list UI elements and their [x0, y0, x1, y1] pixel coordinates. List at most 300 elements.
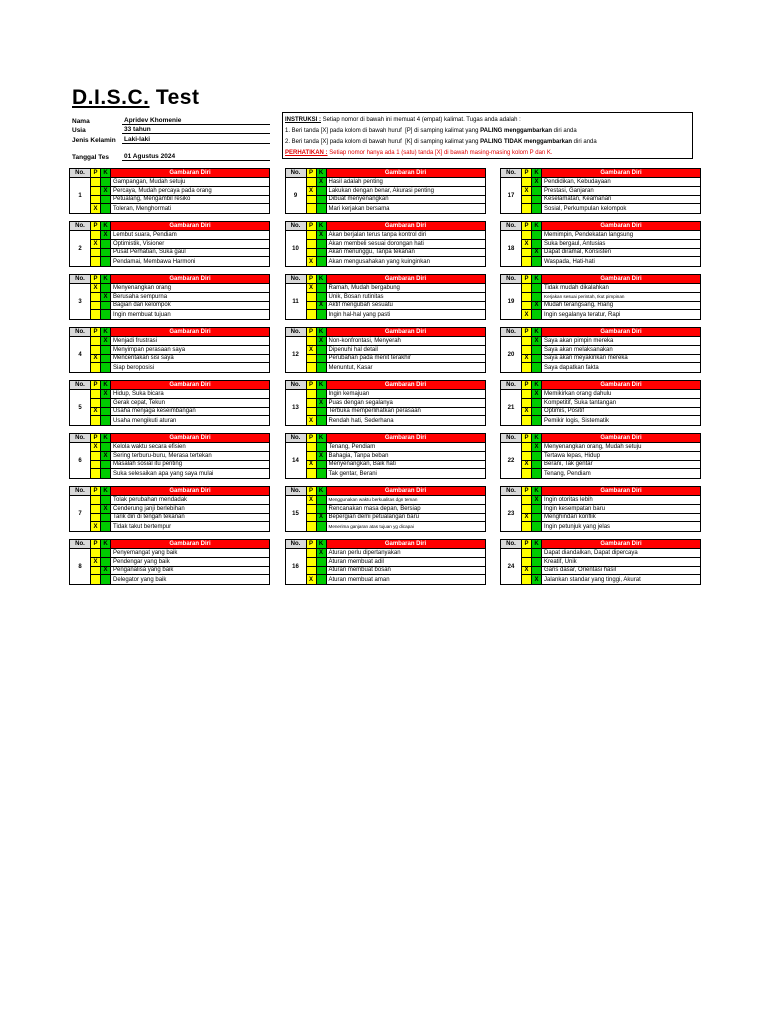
- k-checkbox[interactable]: X: [101, 231, 111, 240]
- k-checkbox[interactable]: [317, 249, 327, 258]
- p-checkbox[interactable]: [522, 257, 532, 266]
- statement-text: Memikirkan orang dahulu: [542, 390, 700, 399]
- header-no: No.: [501, 222, 522, 231]
- p-checkbox[interactable]: [522, 178, 532, 187]
- p-checkbox[interactable]: [91, 187, 101, 196]
- k-checkbox[interactable]: X: [101, 337, 111, 346]
- p-checkbox[interactable]: [307, 399, 317, 408]
- k-checkbox[interactable]: [101, 522, 111, 531]
- k-checkbox[interactable]: [317, 187, 327, 196]
- p-checkbox[interactable]: [522, 204, 532, 213]
- p-checkbox[interactable]: [91, 575, 101, 584]
- p-checkbox[interactable]: [307, 204, 317, 213]
- p-checkbox[interactable]: X: [307, 575, 317, 584]
- statement-text: Menerima ganjaran atas tujuan yg dicapai: [328, 524, 414, 530]
- k-checkbox[interactable]: [317, 558, 327, 567]
- p-checkbox[interactable]: X: [522, 514, 532, 523]
- question-block: [500, 221, 701, 267]
- question-block: [500, 486, 701, 532]
- statement-text: Pendengar yang baik: [111, 558, 269, 567]
- k-checkbox[interactable]: [101, 363, 111, 372]
- header-gambaran-diri: Gambaran Diri: [327, 434, 485, 443]
- k-checkbox[interactable]: [101, 257, 111, 266]
- p-checkbox[interactable]: [91, 549, 101, 558]
- statement-text: Dapat diramal, Konsisten: [542, 249, 700, 258]
- question-number: 10: [286, 231, 307, 266]
- k-checkbox[interactable]: [317, 240, 327, 249]
- instruction-text: diri anda: [552, 127, 577, 134]
- statement-text: Bagian dari kelompok: [111, 302, 269, 311]
- k-checkbox[interactable]: [317, 284, 327, 293]
- statement-text: Gerak cepat, Tekun: [111, 399, 269, 408]
- header-no: No.: [286, 487, 307, 496]
- p-checkbox[interactable]: [522, 284, 532, 293]
- p-checkbox[interactable]: [307, 249, 317, 258]
- p-checkbox[interactable]: [522, 390, 532, 399]
- question-number: 2: [70, 231, 91, 266]
- k-checkbox[interactable]: X: [532, 302, 542, 311]
- header-gambaran-diri: Gambaran Diri: [111, 434, 269, 443]
- k-checkbox[interactable]: [101, 575, 111, 584]
- question-block: [285, 486, 486, 532]
- instruction-emphasis: PALING menggambarkan: [480, 127, 553, 134]
- statement-text: Siap beroposisi: [113, 364, 155, 371]
- p-checkbox[interactable]: X: [522, 461, 532, 470]
- statement-text: Jalankan standar yang tinggi, Akurat: [544, 576, 641, 583]
- info-row-age: [70, 125, 270, 135]
- k-checkbox[interactable]: [317, 390, 327, 399]
- k-checkbox[interactable]: [532, 310, 542, 319]
- p-checkbox[interactable]: [522, 575, 532, 584]
- statement-text: Petualang, Mengambil resiko: [111, 196, 269, 205]
- k-checkbox[interactable]: [101, 284, 111, 293]
- statement-text: Aktif mengubah sesuatu: [327, 302, 485, 311]
- k-checkbox[interactable]: [317, 363, 327, 372]
- k-checkbox[interactable]: X: [317, 549, 327, 558]
- p-checkbox[interactable]: [522, 496, 532, 505]
- k-checkbox[interactable]: [317, 505, 327, 514]
- instruction-line: [285, 114, 690, 125]
- header-k: K: [317, 381, 327, 390]
- k-checkbox[interactable]: [317, 408, 327, 417]
- p-checkbox[interactable]: [91, 496, 101, 505]
- p-checkbox[interactable]: [522, 346, 532, 355]
- p-checkbox[interactable]: [307, 196, 317, 205]
- p-checkbox[interactable]: X: [522, 355, 532, 364]
- p-checkbox[interactable]: X: [91, 443, 101, 452]
- k-checkbox[interactable]: [532, 399, 542, 408]
- p-checkbox[interactable]: [307, 231, 317, 240]
- k-checkbox[interactable]: [101, 310, 111, 319]
- p-checkbox[interactable]: [522, 249, 532, 258]
- statement-text: Pusat Perhatian, Suka gaul: [111, 249, 269, 258]
- question-block: [285, 168, 486, 214]
- p-checkbox[interactable]: X: [522, 408, 532, 417]
- question-number: 18: [501, 231, 522, 266]
- k-checkbox[interactable]: [532, 346, 542, 355]
- p-checkbox[interactable]: [91, 310, 101, 319]
- header-p: P: [307, 381, 317, 390]
- p-checkbox[interactable]: [91, 346, 101, 355]
- p-checkbox[interactable]: [307, 522, 317, 531]
- p-checkbox[interactable]: X: [307, 461, 317, 470]
- p-checkbox[interactable]: [91, 390, 101, 399]
- header-p: P: [307, 328, 317, 337]
- p-checkbox[interactable]: [91, 363, 101, 372]
- k-checkbox[interactable]: [532, 522, 542, 531]
- k-checkbox[interactable]: [532, 196, 542, 205]
- statement-text: Saya akan pimpin mereka: [542, 337, 700, 346]
- p-checkbox[interactable]: [522, 416, 532, 425]
- k-checkbox[interactable]: [101, 496, 111, 505]
- header-gambaran-diri: Gambaran Diri: [542, 434, 700, 443]
- p-checkbox[interactable]: X: [91, 204, 101, 213]
- p-checkbox[interactable]: [307, 505, 317, 514]
- k-checkbox[interactable]: [101, 346, 111, 355]
- k-checkbox[interactable]: [532, 363, 542, 372]
- instruction-text: Setiap nomor di bawah ini memuat 4 (empat) kalimat. Tugas anda adalah :: [321, 116, 521, 123]
- header-p: P: [307, 275, 317, 284]
- k-checkbox[interactable]: X: [317, 337, 327, 346]
- k-checkbox[interactable]: [101, 514, 111, 523]
- p-checkbox[interactable]: [522, 231, 532, 240]
- p-checkbox[interactable]: X: [522, 310, 532, 319]
- k-checkbox[interactable]: [317, 522, 327, 531]
- header-no: No.: [286, 381, 307, 390]
- k-checkbox[interactable]: [101, 302, 111, 311]
- k-checkbox[interactable]: [101, 549, 111, 558]
- k-checkbox[interactable]: [317, 196, 327, 205]
- k-checkbox[interactable]: X: [317, 231, 327, 240]
- k-checkbox[interactable]: X: [532, 178, 542, 187]
- header-no: No.: [70, 222, 91, 231]
- p-checkbox[interactable]: [307, 558, 317, 567]
- k-checkbox[interactable]: X: [101, 567, 111, 576]
- k-checkbox[interactable]: X: [317, 178, 327, 187]
- p-checkbox[interactable]: X: [91, 558, 101, 567]
- k-checkbox[interactable]: X: [532, 496, 542, 505]
- p-checkbox[interactable]: [91, 461, 101, 470]
- p-checkbox[interactable]: [307, 514, 317, 523]
- p-checkbox[interactable]: [307, 443, 317, 452]
- header-k: K: [101, 540, 111, 549]
- p-checkbox[interactable]: [307, 337, 317, 346]
- p-checkbox[interactable]: X: [307, 257, 317, 266]
- header-no: No.: [70, 540, 91, 549]
- p-checkbox[interactable]: X: [307, 284, 317, 293]
- p-checkbox[interactable]: [91, 178, 101, 187]
- k-checkbox[interactable]: [317, 575, 327, 584]
- p-checkbox[interactable]: [522, 443, 532, 452]
- p-checkbox[interactable]: [91, 452, 101, 461]
- k-checkbox[interactable]: [532, 293, 542, 302]
- header-k: K: [317, 487, 327, 496]
- k-checkbox[interactable]: X: [532, 337, 542, 346]
- header-p: P: [91, 169, 101, 178]
- p-checkbox[interactable]: [307, 567, 317, 576]
- statement-text: Saya akan melaksanakan: [542, 346, 700, 355]
- k-checkbox[interactable]: [532, 461, 542, 470]
- k-checkbox[interactable]: X: [101, 187, 111, 196]
- k-checkbox[interactable]: [532, 549, 542, 558]
- p-checkbox[interactable]: X: [91, 355, 101, 364]
- k-checkbox[interactable]: X: [532, 249, 542, 258]
- k-checkbox[interactable]: [532, 408, 542, 417]
- header-k: K: [317, 540, 327, 549]
- statement-text: Prestasi, Ganjaran: [542, 187, 700, 196]
- k-checkbox[interactable]: [532, 284, 542, 293]
- statement-text: Saya dapatkan fakta: [544, 364, 599, 371]
- p-checkbox[interactable]: [91, 416, 101, 425]
- instruction-line: [285, 125, 690, 136]
- gender-field[interactable]: Laki-laki: [122, 136, 270, 144]
- info-row-date: [70, 144, 270, 161]
- p-checkbox[interactable]: [91, 293, 101, 302]
- header-gambaran-diri: Gambaran Diri: [542, 169, 700, 178]
- p-checkbox[interactable]: [91, 567, 101, 576]
- k-checkbox[interactable]: [101, 355, 111, 364]
- p-checkbox[interactable]: [522, 452, 532, 461]
- header-p: P: [522, 487, 532, 496]
- p-checkbox[interactable]: [307, 549, 317, 558]
- p-checkbox[interactable]: [307, 469, 317, 478]
- p-checkbox[interactable]: X: [307, 187, 317, 196]
- statement-text: Ingin hal-hal yang pasti: [328, 311, 391, 318]
- p-checkbox[interactable]: X: [91, 522, 101, 531]
- question-number: 17: [501, 178, 522, 213]
- header-no: No.: [501, 275, 522, 284]
- k-checkbox[interactable]: [317, 461, 327, 470]
- p-checkbox[interactable]: X: [522, 240, 532, 249]
- header-k: K: [101, 169, 111, 178]
- k-checkbox[interactable]: X: [532, 390, 542, 399]
- k-checkbox[interactable]: [101, 408, 111, 417]
- p-checkbox[interactable]: [307, 302, 317, 311]
- page-title: [72, 86, 199, 110]
- statement-text: Mudah terangsang, Riang: [542, 302, 700, 311]
- p-checkbox[interactable]: [91, 249, 101, 258]
- p-checkbox[interactable]: [307, 355, 317, 364]
- test-date-field[interactable]: 01 Agustus 2024: [122, 153, 270, 161]
- k-checkbox[interactable]: X: [532, 443, 542, 452]
- p-checkbox[interactable]: X: [91, 240, 101, 249]
- statement-text: Ingin membuat tujuan: [113, 311, 171, 318]
- p-checkbox[interactable]: [522, 558, 532, 567]
- k-checkbox[interactable]: [532, 469, 542, 478]
- header-gambaran-diri: Gambaran Diri: [111, 169, 269, 178]
- p-checkbox[interactable]: [307, 293, 317, 302]
- k-checkbox[interactable]: X: [101, 390, 111, 399]
- k-checkbox[interactable]: [317, 469, 327, 478]
- k-checkbox[interactable]: [317, 204, 327, 213]
- header-no: No.: [286, 328, 307, 337]
- statement-text: Cenderung janji berlebihan: [111, 505, 269, 514]
- header-gambaran-diri: Gambaran Diri: [327, 169, 485, 178]
- instruction-emphasis: PALING TIDAK menggambarkan: [480, 138, 573, 145]
- header-p: P: [307, 169, 317, 178]
- question-number: 6: [70, 443, 91, 478]
- warning-text: Setiap nomor hanya ada 1 (satu) tanda [X] di bawah masing-masing kolom P dan K.: [327, 149, 553, 156]
- k-checkbox[interactable]: [532, 240, 542, 249]
- k-checkbox[interactable]: [101, 178, 111, 187]
- question-number: 21: [501, 390, 522, 425]
- k-checkbox[interactable]: [532, 505, 542, 514]
- k-checkbox[interactable]: [101, 558, 111, 567]
- p-checkbox[interactable]: [522, 293, 532, 302]
- header-k: K: [317, 169, 327, 178]
- header-no: No.: [501, 487, 522, 496]
- k-checkbox[interactable]: [532, 567, 542, 576]
- statement-text: Akan berjalan terus tanpa kontrol diri: [327, 231, 485, 240]
- k-checkbox[interactable]: [532, 231, 542, 240]
- p-checkbox[interactable]: [91, 196, 101, 205]
- p-checkbox[interactable]: [522, 337, 532, 346]
- statement-text: Ingin segalanya teratur, Rapi: [544, 311, 621, 318]
- name-field[interactable]: Apridev Khomenie: [122, 117, 270, 125]
- k-checkbox[interactable]: [532, 514, 542, 523]
- k-checkbox[interactable]: [532, 257, 542, 266]
- header-p: P: [307, 540, 317, 549]
- k-checkbox[interactable]: [101, 204, 111, 213]
- statement-text: Garis dasar, Orientasi hasil: [542, 567, 700, 576]
- statement-text: Tenang, Pendiam: [327, 443, 485, 452]
- k-checkbox[interactable]: [317, 355, 327, 364]
- p-checkbox[interactable]: [307, 390, 317, 399]
- p-checkbox[interactable]: X: [307, 496, 317, 505]
- k-checkbox[interactable]: X: [317, 452, 327, 461]
- p-checkbox[interactable]: [307, 363, 317, 372]
- header-gambaran-diri: Gambaran Diri: [327, 222, 485, 231]
- k-checkbox[interactable]: [317, 293, 327, 302]
- k-checkbox[interactable]: [317, 496, 327, 505]
- statement-text: Percaya, Mudah percaya pada orang: [111, 187, 269, 196]
- k-checkbox[interactable]: X: [101, 452, 111, 461]
- info-row-gender: [70, 134, 270, 144]
- k-checkbox[interactable]: [317, 310, 327, 319]
- instruction-warning: [285, 147, 690, 158]
- k-checkbox[interactable]: X: [101, 505, 111, 514]
- p-checkbox[interactable]: X: [522, 187, 532, 196]
- question-block: [69, 433, 270, 479]
- p-checkbox[interactable]: [91, 514, 101, 523]
- p-checkbox[interactable]: X: [307, 346, 317, 355]
- k-checkbox[interactable]: X: [101, 293, 111, 302]
- header-no: No.: [501, 434, 522, 443]
- age-field[interactable]: 33 tahun: [122, 126, 270, 134]
- statement-text: Unik, Bosan rutinitas: [327, 293, 485, 302]
- p-checkbox[interactable]: [522, 549, 532, 558]
- k-checkbox[interactable]: X: [317, 399, 327, 408]
- k-checkbox[interactable]: [101, 469, 111, 478]
- p-checkbox[interactable]: [522, 363, 532, 372]
- p-checkbox[interactable]: [307, 310, 317, 319]
- header-no: No.: [501, 381, 522, 390]
- k-checkbox[interactable]: [101, 399, 111, 408]
- k-checkbox[interactable]: [532, 452, 542, 461]
- statement-text: Menyimpan perasaan saya: [111, 346, 269, 355]
- k-checkbox[interactable]: [317, 567, 327, 576]
- k-checkbox[interactable]: [532, 187, 542, 196]
- statement-text: Rencanakan masa depan, Bersiap: [327, 505, 485, 514]
- header-no: No.: [70, 434, 91, 443]
- p-checkbox[interactable]: [91, 257, 101, 266]
- header-p: P: [91, 381, 101, 390]
- p-checkbox[interactable]: [307, 452, 317, 461]
- p-checkbox[interactable]: X: [91, 284, 101, 293]
- k-checkbox[interactable]: [532, 355, 542, 364]
- statement-text: Rendah hati, Sederhana: [328, 417, 394, 424]
- k-checkbox[interactable]: [317, 416, 327, 425]
- p-checkbox[interactable]: [91, 469, 101, 478]
- header-no: No.: [70, 487, 91, 496]
- header-no: No.: [286, 275, 307, 284]
- question-block: [500, 433, 701, 479]
- k-checkbox[interactable]: [532, 204, 542, 213]
- k-checkbox[interactable]: X: [317, 302, 327, 311]
- p-checkbox[interactable]: [91, 231, 101, 240]
- question-block: [500, 380, 701, 426]
- p-checkbox[interactable]: X: [522, 567, 532, 576]
- p-checkbox[interactable]: X: [307, 416, 317, 425]
- k-checkbox[interactable]: [317, 257, 327, 266]
- p-checkbox[interactable]: [91, 337, 101, 346]
- question-block: [500, 168, 701, 214]
- statement-text: Mari kerjakan bersama: [328, 205, 390, 212]
- p-checkbox[interactable]: [307, 408, 317, 417]
- p-checkbox[interactable]: [522, 302, 532, 311]
- question-number: 5: [70, 390, 91, 425]
- header-gambaran-diri: Gambaran Diri: [327, 328, 485, 337]
- k-checkbox[interactable]: [532, 416, 542, 425]
- p-checkbox[interactable]: [522, 469, 532, 478]
- statement-text: Pendamai, Membawa Harmoni: [113, 258, 196, 265]
- p-checkbox[interactable]: [522, 505, 532, 514]
- p-checkbox[interactable]: X: [91, 408, 101, 417]
- p-checkbox[interactable]: [307, 240, 317, 249]
- k-checkbox[interactable]: X: [532, 575, 542, 584]
- statement-text: Tenang, Pendiam: [544, 470, 591, 477]
- statement-text: Menjadi frustrasi: [111, 337, 269, 346]
- k-checkbox[interactable]: [317, 346, 327, 355]
- header-gambaran-diri: Gambaran Diri: [542, 540, 700, 549]
- p-checkbox[interactable]: [91, 399, 101, 408]
- k-checkbox[interactable]: [317, 443, 327, 452]
- k-checkbox[interactable]: [101, 461, 111, 470]
- k-checkbox[interactable]: [101, 240, 111, 249]
- p-checkbox[interactable]: [522, 196, 532, 205]
- statement-text: Tertawa lepas, Hidup: [542, 452, 700, 461]
- p-checkbox[interactable]: [91, 505, 101, 514]
- header-k: K: [101, 434, 111, 443]
- k-checkbox[interactable]: X: [317, 514, 327, 523]
- statement-text: Hasil adalah penting: [327, 178, 485, 187]
- statement-text: Menuntut, Kasar: [328, 364, 373, 371]
- k-checkbox[interactable]: [101, 196, 111, 205]
- k-checkbox[interactable]: [101, 249, 111, 258]
- statement-text: Delegator yang baik: [113, 576, 167, 583]
- statement-text: Penganalisa yang baik: [111, 567, 269, 576]
- k-checkbox[interactable]: [532, 558, 542, 567]
- p-checkbox[interactable]: [91, 302, 101, 311]
- k-checkbox[interactable]: [101, 416, 111, 425]
- p-checkbox[interactable]: [307, 178, 317, 187]
- p-checkbox[interactable]: [522, 522, 532, 531]
- header-p: P: [522, 169, 532, 178]
- header-gambaran-diri: Gambaran Diri: [111, 487, 269, 496]
- p-checkbox[interactable]: [522, 399, 532, 408]
- k-checkbox[interactable]: [101, 443, 111, 452]
- statement-text: Sering terburu-buru, Merasa tertekan: [111, 452, 269, 461]
